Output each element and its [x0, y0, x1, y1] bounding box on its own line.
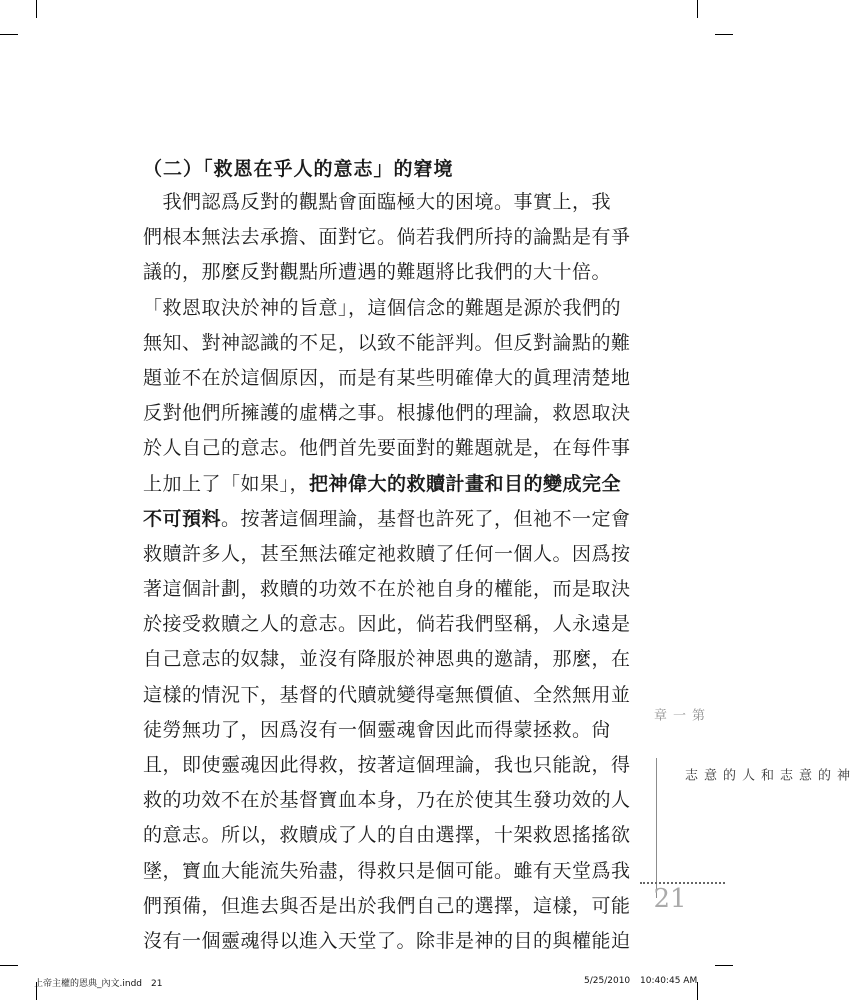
text-segment: 沒有一個靈魂得以進入天堂了。除非是神的目的與權能迫 [143, 929, 631, 952]
text-segment: 上加上了「如果」， [143, 472, 310, 495]
text-line [143, 572, 631, 607]
text-segment: 且，即使靈魂因此得救，按著這個理論，我也只能說，得 [143, 754, 631, 776]
text-segment: 墜，寶血大能流失殆盡，得救只是個可能。雖有天堂爲我 [143, 859, 631, 882]
chapter-title: 神的意志和人的意志 [682, 768, 849, 783]
text-line [143, 537, 631, 572]
text-line [143, 642, 631, 677]
text-line [143, 783, 631, 818]
emphasis-text: 不可預料 [143, 507, 222, 530]
text-segment: 著這個計劃，救贖的功效不在於祂自身的權能，而是取決 [143, 578, 631, 601]
text-segment: 無知、對神認識的不足，以致不能評判。但反對論點的難 [143, 331, 631, 354]
crop-mark [715, 965, 733, 966]
chapter-label: 第一章 [651, 708, 704, 723]
text-segment: 議的，那麼反對觀點所遭遇的難題將比我們的大十倍。 [143, 261, 612, 284]
text-segment: 救贖許多人，甚至無法確定祂救贖了任何一個人。因爲按 [143, 542, 631, 565]
text-segment: 題並不在於這個原因，而是有某些明確偉大的眞理淸楚地 [143, 366, 631, 389]
text-line [143, 185, 612, 220]
emphasis-text: 把神偉大的救贖計畫和目的變成完全 [309, 472, 622, 495]
text-segment: 自己意志的奴隸，並沒有降服於神恩典的邀請，那麼，在 [143, 648, 631, 671]
text-line [143, 502, 631, 537]
body-text [143, 185, 631, 959]
text-line [143, 255, 612, 290]
text-line [143, 467, 622, 502]
text-segment: 於人自己的意志。他們首先要面對的難題就是，在每件事 [143, 437, 631, 460]
text-line [143, 220, 631, 255]
text-line [143, 607, 631, 642]
crop-mark [0, 965, 18, 966]
text-line [143, 713, 612, 748]
section-heading: （二）「救恩在乎人的意志」的窘境 [143, 158, 454, 180]
text-segment: 。按著這個理論，基督也許死了，但祂不一定會 [221, 507, 631, 530]
text-line [143, 678, 631, 713]
text-segment: 「救恩取決於神的旨意」，這個信念的難題是源於我們的 [143, 296, 622, 319]
text-segment: 救的功效不在於基督寶血本身，乃在於使其生發功效的人 [143, 789, 631, 812]
text-segment: 我們認爲反對的觀點會面臨極大的困境。事實上，我 [143, 191, 612, 213]
text-segment: 徒勞無功了，因爲沒有一個靈魂會因此而得蒙拯救。尙 [143, 718, 612, 741]
text-segment: 這樣的情況下，基督的代贖就變得毫無價値、全然無用並 [143, 683, 631, 706]
sidebar-divider [656, 758, 657, 898]
text-segment: 的意志。所以，救贖成了人的自由選擇，十架救恩搖搖欲 [143, 824, 631, 847]
text-line [143, 396, 631, 431]
page-number: 21 [653, 884, 687, 914]
text-line [143, 818, 631, 853]
text-line [143, 924, 631, 959]
text-line [143, 889, 631, 924]
text-line [143, 326, 631, 361]
text-line [143, 361, 631, 396]
text-segment: 反對他們所擁護的虛構之事。根據他們的理論，救恩取決 [143, 402, 631, 425]
text-line [143, 854, 631, 889]
text-line [143, 431, 631, 466]
crop-mark [715, 34, 733, 35]
text-line [143, 748, 631, 783]
text-segment: 於接受救贖之人的意志。因此，倘若我們堅稱，人永遠是 [143, 613, 631, 636]
footer-date: 5/25/2010 [584, 976, 631, 986]
crop-mark [697, 0, 698, 18]
text-segment: 們根本無法去承擔、面對它。倘若我們所持的論點是有爭 [143, 226, 631, 249]
text-line [143, 291, 622, 326]
footer-file: 上帝主權的恩典_內文.indd 21 [34, 979, 163, 989]
crop-mark [0, 34, 18, 35]
text-segment: 們預備，但進去與否是出於我們自己的選擇，這樣，可能 [143, 894, 631, 917]
footer-time: 10:40:45 AM [640, 976, 698, 986]
crop-mark [36, 0, 37, 18]
